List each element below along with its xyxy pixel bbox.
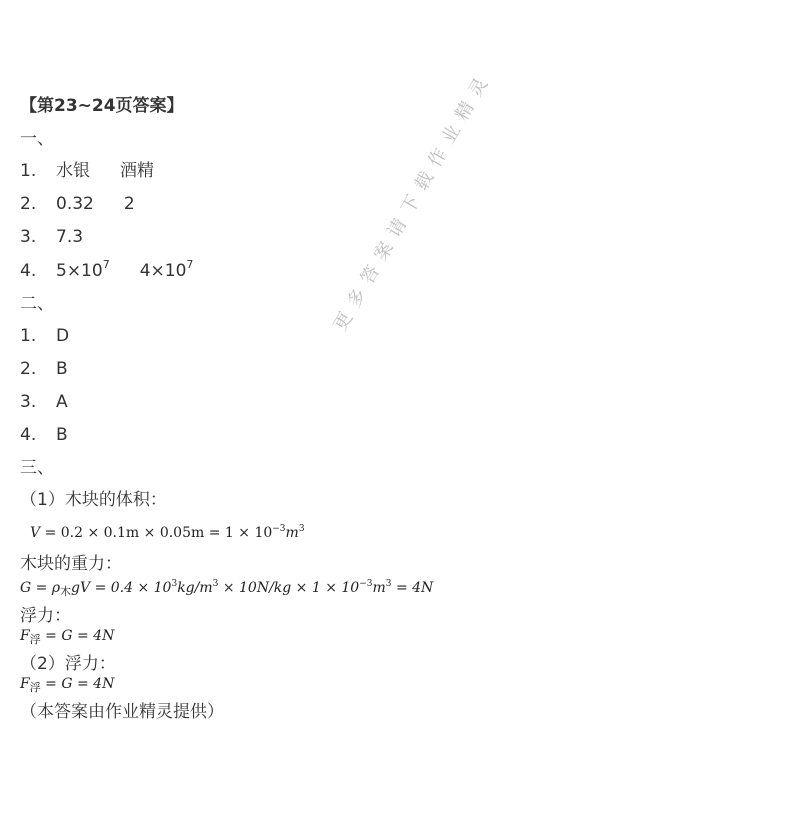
- section-2-item-1: [20, 326, 69, 346]
- section-3-label: 三、: [20, 458, 54, 478]
- section-1-item-1: [20, 161, 154, 181]
- buoyancy-label: 浮力：: [20, 606, 71, 626]
- answer-value: B: [56, 359, 68, 379]
- answer-value: $5\times 10^7$: [56, 258, 110, 281]
- item-number: 2.: [20, 194, 37, 214]
- answer-value: B: [56, 425, 68, 445]
- section-1-item-3: [20, 227, 83, 247]
- answer-value: 酒精: [120, 161, 154, 181]
- item-number: 4.: [20, 261, 37, 281]
- section-1-label: 一、: [20, 129, 54, 149]
- section-2-item-4: [20, 425, 68, 445]
- answer-value: 7.3: [56, 227, 84, 247]
- item-number: 4.: [20, 425, 37, 445]
- page-title: 【第23~24页答案】: [20, 96, 184, 116]
- answer-value: A: [56, 392, 68, 412]
- section-2-label: 二、: [20, 294, 54, 314]
- item-number: 3.: [20, 392, 37, 412]
- answer-value: D: [56, 326, 70, 346]
- answer-value: 0.32: [56, 194, 94, 214]
- answer-value: $4\times 10^7$: [139, 258, 194, 281]
- gravity-label: 木块的重力：: [20, 554, 122, 574]
- part-1-label: （1）木块的体积：: [20, 490, 167, 510]
- answer-value: 2: [123, 194, 135, 214]
- watermark-text: 更多答案请下载作业精灵: [329, 66, 497, 335]
- part-2-label: （2）浮力：: [20, 654, 116, 674]
- item-number: 1.: [20, 161, 37, 181]
- part-2-formula: $F_浮 = G = 4N$: [20, 676, 115, 694]
- footer-note: （本答案由作业精灵提供）: [20, 702, 224, 722]
- section-1-item-2: [20, 194, 135, 214]
- answer-value: 水银: [56, 161, 90, 181]
- gravity-formula: $G = \rho_木gV = 0.4 \times 10^3kg/m^3 \times 10N/kg \times 1 \times 10^{-3}m^3 = 4N$: [20, 579, 434, 598]
- section-2-item-3: [20, 392, 68, 412]
- item-number: 3.: [20, 227, 37, 247]
- buoyancy-formula: $F_浮 = G = 4N$: [20, 628, 115, 646]
- section-1-item-4: [20, 258, 194, 281]
- volume-formula: $V = 0.2 \times 0.1m \times 0.05m = 1 \times 10^{-3}m^3$: [30, 524, 305, 541]
- item-number: 1.: [20, 326, 37, 346]
- item-number: 2.: [20, 359, 37, 379]
- section-2-item-2: [20, 359, 68, 379]
